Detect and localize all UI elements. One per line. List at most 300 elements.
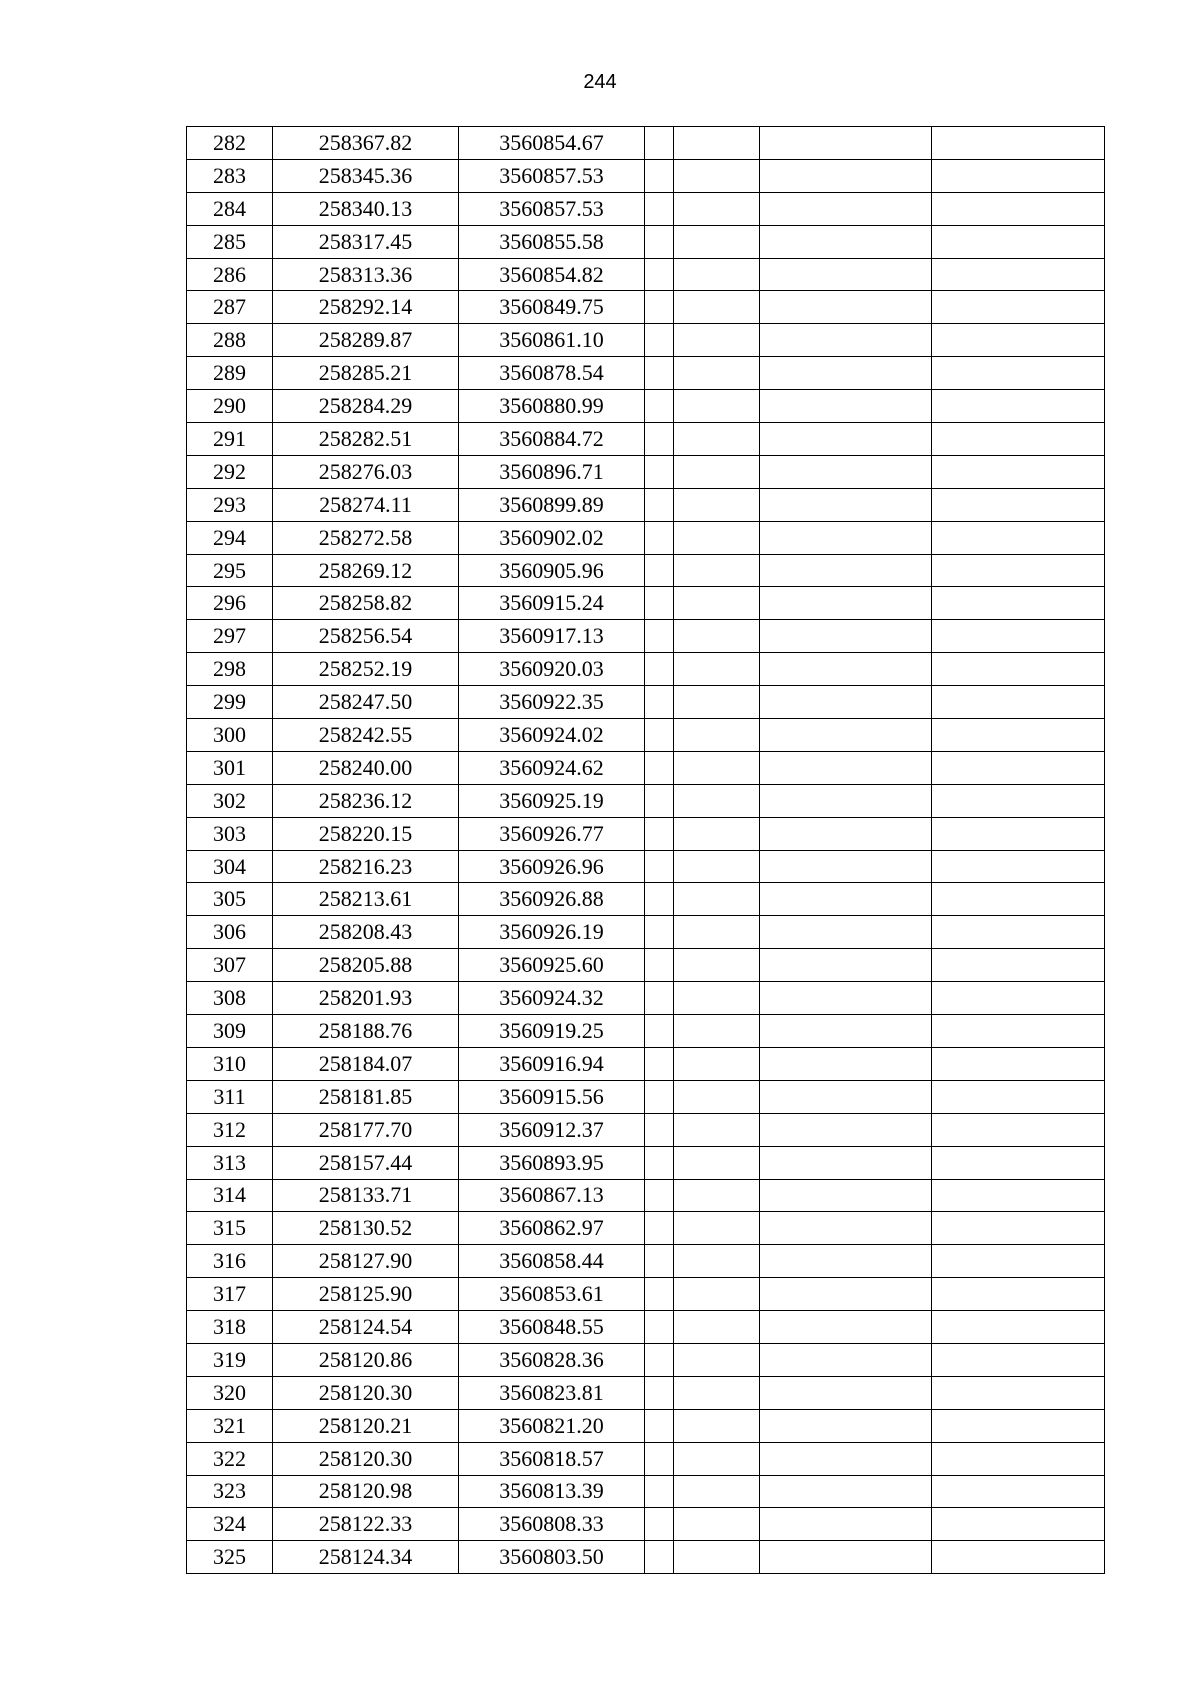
- empty-cell: [932, 686, 1105, 719]
- table-row: [187, 949, 1105, 982]
- x-coordinate-cell: 258252.19: [273, 653, 459, 686]
- empty-cell: [932, 916, 1105, 949]
- x-coordinate-cell: 258122.33: [273, 1508, 459, 1541]
- empty-cell: [760, 324, 932, 357]
- empty-cell: [932, 159, 1105, 192]
- x-coordinate-cell: 258124.34: [273, 1541, 459, 1574]
- y-coordinate-cell: 3560803.50: [459, 1541, 645, 1574]
- x-coordinate-cell: 258120.98: [273, 1475, 459, 1508]
- empty-cell: [674, 258, 760, 291]
- empty-cell: [932, 850, 1105, 883]
- x-coordinate-cell: 258282.51: [273, 423, 459, 456]
- empty-cell: [932, 1343, 1105, 1376]
- y-coordinate-cell: 3560880.99: [459, 390, 645, 423]
- empty-cell: [645, 1343, 674, 1376]
- y-coordinate-cell: 3560926.88: [459, 883, 645, 916]
- x-coordinate-cell: 258177.70: [273, 1113, 459, 1146]
- point-number-cell: 320: [187, 1376, 273, 1409]
- y-coordinate-cell: 3560884.72: [459, 423, 645, 456]
- x-coordinate-cell: 258127.90: [273, 1245, 459, 1278]
- point-number-cell: 296: [187, 587, 273, 620]
- y-coordinate-cell: 3560916.94: [459, 1047, 645, 1080]
- table-row: [187, 423, 1105, 456]
- y-coordinate-cell: 3560925.19: [459, 784, 645, 817]
- point-number-cell: 319: [187, 1343, 273, 1376]
- empty-cell: [932, 751, 1105, 784]
- empty-cell: [932, 455, 1105, 488]
- empty-cell: [760, 357, 932, 390]
- empty-cell: [932, 291, 1105, 324]
- x-coordinate-cell: 258247.50: [273, 686, 459, 719]
- y-coordinate-cell: 3560922.35: [459, 686, 645, 719]
- point-number-cell: 298: [187, 653, 273, 686]
- point-number-cell: 304: [187, 850, 273, 883]
- point-number-cell: 309: [187, 1015, 273, 1048]
- empty-cell: [645, 1508, 674, 1541]
- empty-cell: [760, 521, 932, 554]
- empty-cell: [674, 423, 760, 456]
- table-row: [187, 291, 1105, 324]
- empty-cell: [674, 686, 760, 719]
- y-coordinate-cell: 3560823.81: [459, 1376, 645, 1409]
- empty-cell: [645, 850, 674, 883]
- table-row: [187, 258, 1105, 291]
- point-number-cell: 305: [187, 883, 273, 916]
- table-row: [187, 1080, 1105, 1113]
- empty-cell: [645, 949, 674, 982]
- empty-cell: [674, 1113, 760, 1146]
- y-coordinate-cell: 3560818.57: [459, 1442, 645, 1475]
- y-coordinate-cell: 3560857.53: [459, 159, 645, 192]
- empty-cell: [760, 1113, 932, 1146]
- table-row: [187, 127, 1105, 160]
- empty-cell: [645, 883, 674, 916]
- empty-cell: [645, 291, 674, 324]
- empty-cell: [674, 751, 760, 784]
- point-number-cell: 316: [187, 1245, 273, 1278]
- table-row: [187, 653, 1105, 686]
- table-row: [187, 1475, 1105, 1508]
- y-coordinate-cell: 3560861.10: [459, 324, 645, 357]
- empty-cell: [645, 1376, 674, 1409]
- empty-cell: [645, 1179, 674, 1212]
- empty-cell: [645, 390, 674, 423]
- empty-cell: [674, 1442, 760, 1475]
- empty-cell: [760, 159, 932, 192]
- x-coordinate-cell: 258292.14: [273, 291, 459, 324]
- table-row: [187, 817, 1105, 850]
- x-coordinate-cell: 258236.12: [273, 784, 459, 817]
- empty-cell: [760, 1508, 932, 1541]
- x-coordinate-cell: 258240.00: [273, 751, 459, 784]
- empty-cell: [645, 324, 674, 357]
- empty-cell: [645, 1541, 674, 1574]
- empty-cell: [932, 1409, 1105, 1442]
- point-number-cell: 308: [187, 982, 273, 1015]
- point-number-cell: 324: [187, 1508, 273, 1541]
- empty-cell: [645, 225, 674, 258]
- x-coordinate-cell: 258367.82: [273, 127, 459, 160]
- table-row: [187, 1179, 1105, 1212]
- x-coordinate-cell: 258256.54: [273, 620, 459, 653]
- y-coordinate-cell: 3560858.44: [459, 1245, 645, 1278]
- table-row: [187, 192, 1105, 225]
- y-coordinate-cell: 3560854.67: [459, 127, 645, 160]
- y-coordinate-cell: 3560902.02: [459, 521, 645, 554]
- empty-cell: [760, 982, 932, 1015]
- x-coordinate-cell: 258274.11: [273, 488, 459, 521]
- empty-cell: [674, 620, 760, 653]
- x-coordinate-cell: 258317.45: [273, 225, 459, 258]
- empty-cell: [674, 1475, 760, 1508]
- table-row: [187, 455, 1105, 488]
- empty-cell: [674, 587, 760, 620]
- empty-cell: [760, 1343, 932, 1376]
- empty-cell: [645, 521, 674, 554]
- empty-cell: [760, 1146, 932, 1179]
- empty-cell: [932, 390, 1105, 423]
- y-coordinate-cell: 3560925.60: [459, 949, 645, 982]
- empty-cell: [674, 455, 760, 488]
- table-row: [187, 159, 1105, 192]
- empty-cell: [645, 653, 674, 686]
- point-number-cell: 284: [187, 192, 273, 225]
- table-row: [187, 324, 1105, 357]
- y-coordinate-cell: 3560893.95: [459, 1146, 645, 1179]
- y-coordinate-cell: 3560926.96: [459, 850, 645, 883]
- empty-cell: [645, 258, 674, 291]
- empty-cell: [674, 521, 760, 554]
- table-row: [187, 357, 1105, 390]
- point-number-cell: 292: [187, 455, 273, 488]
- empty-cell: [760, 554, 932, 587]
- empty-cell: [932, 1508, 1105, 1541]
- empty-cell: [932, 1278, 1105, 1311]
- empty-cell: [674, 719, 760, 752]
- y-coordinate-cell: 3560848.55: [459, 1311, 645, 1344]
- empty-cell: [932, 719, 1105, 752]
- table-row: [187, 1278, 1105, 1311]
- empty-cell: [645, 488, 674, 521]
- y-coordinate-cell: 3560924.32: [459, 982, 645, 1015]
- point-number-cell: 290: [187, 390, 273, 423]
- empty-cell: [645, 455, 674, 488]
- table-row: [187, 784, 1105, 817]
- x-coordinate-cell: 258213.61: [273, 883, 459, 916]
- empty-cell: [645, 1278, 674, 1311]
- y-coordinate-cell: 3560905.96: [459, 554, 645, 587]
- empty-cell: [932, 1245, 1105, 1278]
- empty-cell: [674, 1080, 760, 1113]
- point-number-cell: 318: [187, 1311, 273, 1344]
- y-coordinate-cell: 3560862.97: [459, 1212, 645, 1245]
- empty-cell: [674, 1541, 760, 1574]
- x-coordinate-cell: 258120.21: [273, 1409, 459, 1442]
- empty-cell: [932, 1311, 1105, 1344]
- point-number-cell: 302: [187, 784, 273, 817]
- empty-cell: [760, 1080, 932, 1113]
- empty-cell: [760, 1475, 932, 1508]
- point-number-cell: 283: [187, 159, 273, 192]
- x-coordinate-cell: 258345.36: [273, 159, 459, 192]
- empty-cell: [932, 1080, 1105, 1113]
- empty-cell: [760, 620, 932, 653]
- empty-cell: [760, 225, 932, 258]
- empty-cell: [674, 1409, 760, 1442]
- empty-cell: [760, 784, 932, 817]
- point-number-cell: 307: [187, 949, 273, 982]
- point-number-cell: 295: [187, 554, 273, 587]
- x-coordinate-cell: 258184.07: [273, 1047, 459, 1080]
- table-row: [187, 916, 1105, 949]
- x-coordinate-cell: 258120.30: [273, 1376, 459, 1409]
- empty-cell: [645, 1475, 674, 1508]
- empty-cell: [645, 1015, 674, 1048]
- empty-cell: [645, 554, 674, 587]
- table-row: [187, 686, 1105, 719]
- empty-cell: [932, 883, 1105, 916]
- point-number-cell: 317: [187, 1278, 273, 1311]
- empty-cell: [760, 1311, 932, 1344]
- x-coordinate-cell: 258289.87: [273, 324, 459, 357]
- empty-cell: [645, 686, 674, 719]
- table-row: [187, 1311, 1105, 1344]
- empty-cell: [645, 620, 674, 653]
- point-number-cell: 312: [187, 1113, 273, 1146]
- empty-cell: [760, 455, 932, 488]
- y-coordinate-cell: 3560920.03: [459, 653, 645, 686]
- point-number-cell: 315: [187, 1212, 273, 1245]
- x-coordinate-cell: 258120.86: [273, 1343, 459, 1376]
- table-row: [187, 390, 1105, 423]
- point-number-cell: 294: [187, 521, 273, 554]
- x-coordinate-cell: 258181.85: [273, 1080, 459, 1113]
- point-number-cell: 297: [187, 620, 273, 653]
- empty-cell: [674, 1015, 760, 1048]
- empty-cell: [645, 423, 674, 456]
- empty-cell: [645, 587, 674, 620]
- x-coordinate-cell: 258188.76: [273, 1015, 459, 1048]
- point-number-cell: 303: [187, 817, 273, 850]
- empty-cell: [760, 127, 932, 160]
- empty-cell: [645, 1113, 674, 1146]
- empty-cell: [645, 784, 674, 817]
- empty-cell: [645, 1245, 674, 1278]
- x-coordinate-cell: 258133.71: [273, 1179, 459, 1212]
- empty-cell: [674, 225, 760, 258]
- y-coordinate-cell: 3560849.75: [459, 291, 645, 324]
- x-coordinate-cell: 258205.88: [273, 949, 459, 982]
- table-row: [187, 883, 1105, 916]
- x-coordinate-cell: 258216.23: [273, 850, 459, 883]
- y-coordinate-cell: 3560821.20: [459, 1409, 645, 1442]
- empty-cell: [932, 1475, 1105, 1508]
- x-coordinate-cell: 258269.12: [273, 554, 459, 587]
- empty-cell: [932, 1146, 1105, 1179]
- table-row: [187, 1376, 1105, 1409]
- empty-cell: [932, 1179, 1105, 1212]
- point-number-cell: 325: [187, 1541, 273, 1574]
- y-coordinate-cell: 3560878.54: [459, 357, 645, 390]
- empty-cell: [674, 127, 760, 160]
- point-number-cell: 311: [187, 1080, 273, 1113]
- table-row: [187, 488, 1105, 521]
- y-coordinate-cell: 3560926.19: [459, 916, 645, 949]
- point-number-cell: 282: [187, 127, 273, 160]
- empty-cell: [674, 1179, 760, 1212]
- empty-cell: [760, 291, 932, 324]
- table-row: [187, 982, 1105, 1015]
- x-coordinate-cell: 258201.93: [273, 982, 459, 1015]
- table-row: [187, 225, 1105, 258]
- empty-cell: [932, 192, 1105, 225]
- empty-cell: [932, 620, 1105, 653]
- empty-cell: [932, 1047, 1105, 1080]
- coordinates-table-body: [187, 127, 1105, 1574]
- y-coordinate-cell: 3560808.33: [459, 1508, 645, 1541]
- empty-cell: [760, 1278, 932, 1311]
- empty-cell: [674, 554, 760, 587]
- empty-cell: [760, 916, 932, 949]
- empty-cell: [645, 127, 674, 160]
- table-row: [187, 850, 1105, 883]
- empty-cell: [760, 1541, 932, 1574]
- empty-cell: [645, 1409, 674, 1442]
- table-row: [187, 1343, 1105, 1376]
- point-number-cell: 301: [187, 751, 273, 784]
- y-coordinate-cell: 3560926.77: [459, 817, 645, 850]
- x-coordinate-cell: 258130.52: [273, 1212, 459, 1245]
- empty-cell: [645, 1311, 674, 1344]
- y-coordinate-cell: 3560854.82: [459, 258, 645, 291]
- empty-cell: [645, 751, 674, 784]
- empty-cell: [932, 225, 1105, 258]
- y-coordinate-cell: 3560855.58: [459, 225, 645, 258]
- empty-cell: [932, 488, 1105, 521]
- y-coordinate-cell: 3560813.39: [459, 1475, 645, 1508]
- table-row: [187, 1541, 1105, 1574]
- point-number-cell: 288: [187, 324, 273, 357]
- table-row: [187, 587, 1105, 620]
- point-number-cell: 321: [187, 1409, 273, 1442]
- empty-cell: [674, 1146, 760, 1179]
- empty-cell: [674, 1212, 760, 1245]
- y-coordinate-cell: 3560924.02: [459, 719, 645, 752]
- empty-cell: [674, 817, 760, 850]
- empty-cell: [645, 916, 674, 949]
- empty-cell: [645, 1146, 674, 1179]
- empty-cell: [932, 982, 1105, 1015]
- empty-cell: [674, 982, 760, 1015]
- empty-cell: [645, 1047, 674, 1080]
- x-coordinate-cell: 258242.55: [273, 719, 459, 752]
- x-coordinate-cell: 258284.29: [273, 390, 459, 423]
- empty-cell: [932, 784, 1105, 817]
- point-number-cell: 314: [187, 1179, 273, 1212]
- point-number-cell: 291: [187, 423, 273, 456]
- empty-cell: [674, 1278, 760, 1311]
- table-row: [187, 719, 1105, 752]
- empty-cell: [932, 587, 1105, 620]
- empty-cell: [760, 1245, 932, 1278]
- table-row: [187, 554, 1105, 587]
- table-row: [187, 1146, 1105, 1179]
- x-coordinate-cell: 258285.21: [273, 357, 459, 390]
- x-coordinate-cell: 258208.43: [273, 916, 459, 949]
- empty-cell: [760, 587, 932, 620]
- empty-cell: [932, 1541, 1105, 1574]
- y-coordinate-cell: 3560924.62: [459, 751, 645, 784]
- x-coordinate-cell: 258340.13: [273, 192, 459, 225]
- empty-cell: [932, 423, 1105, 456]
- empty-cell: [760, 390, 932, 423]
- empty-cell: [760, 719, 932, 752]
- empty-cell: [932, 324, 1105, 357]
- empty-cell: [932, 653, 1105, 686]
- empty-cell: [674, 357, 760, 390]
- empty-cell: [645, 719, 674, 752]
- empty-cell: [645, 357, 674, 390]
- empty-cell: [645, 192, 674, 225]
- empty-cell: [674, 192, 760, 225]
- point-number-cell: 300: [187, 719, 273, 752]
- x-coordinate-cell: 258157.44: [273, 1146, 459, 1179]
- x-coordinate-cell: 258125.90: [273, 1278, 459, 1311]
- empty-cell: [674, 883, 760, 916]
- empty-cell: [932, 1442, 1105, 1475]
- table-row: [187, 521, 1105, 554]
- table-row: [187, 1442, 1105, 1475]
- y-coordinate-cell: 3560919.25: [459, 1015, 645, 1048]
- empty-cell: [760, 653, 932, 686]
- empty-cell: [760, 1442, 932, 1475]
- empty-cell: [674, 784, 760, 817]
- empty-cell: [674, 488, 760, 521]
- empty-cell: [932, 1376, 1105, 1409]
- x-coordinate-cell: 258258.82: [273, 587, 459, 620]
- empty-cell: [760, 1212, 932, 1245]
- empty-cell: [645, 1080, 674, 1113]
- x-coordinate-cell: 258313.36: [273, 258, 459, 291]
- point-number-cell: 313: [187, 1146, 273, 1179]
- table-row: [187, 1047, 1105, 1080]
- y-coordinate-cell: 3560853.61: [459, 1278, 645, 1311]
- empty-cell: [674, 324, 760, 357]
- empty-cell: [760, 817, 932, 850]
- empty-cell: [932, 554, 1105, 587]
- empty-cell: [760, 1015, 932, 1048]
- page-number: 244: [583, 71, 617, 93]
- empty-cell: [760, 751, 932, 784]
- empty-cell: [674, 653, 760, 686]
- x-coordinate-cell: 258272.58: [273, 521, 459, 554]
- empty-cell: [760, 1409, 932, 1442]
- empty-cell: [674, 390, 760, 423]
- point-number-cell: 285: [187, 225, 273, 258]
- empty-cell: [760, 949, 932, 982]
- y-coordinate-cell: 3560915.56: [459, 1080, 645, 1113]
- table-row: [187, 1409, 1105, 1442]
- point-number-cell: 322: [187, 1442, 273, 1475]
- empty-cell: [760, 1047, 932, 1080]
- y-coordinate-cell: 3560896.71: [459, 455, 645, 488]
- y-coordinate-cell: 3560917.13: [459, 620, 645, 653]
- empty-cell: [932, 1015, 1105, 1048]
- table-row: [187, 751, 1105, 784]
- table-row: [187, 620, 1105, 653]
- empty-cell: [674, 1376, 760, 1409]
- table-row: [187, 1212, 1105, 1245]
